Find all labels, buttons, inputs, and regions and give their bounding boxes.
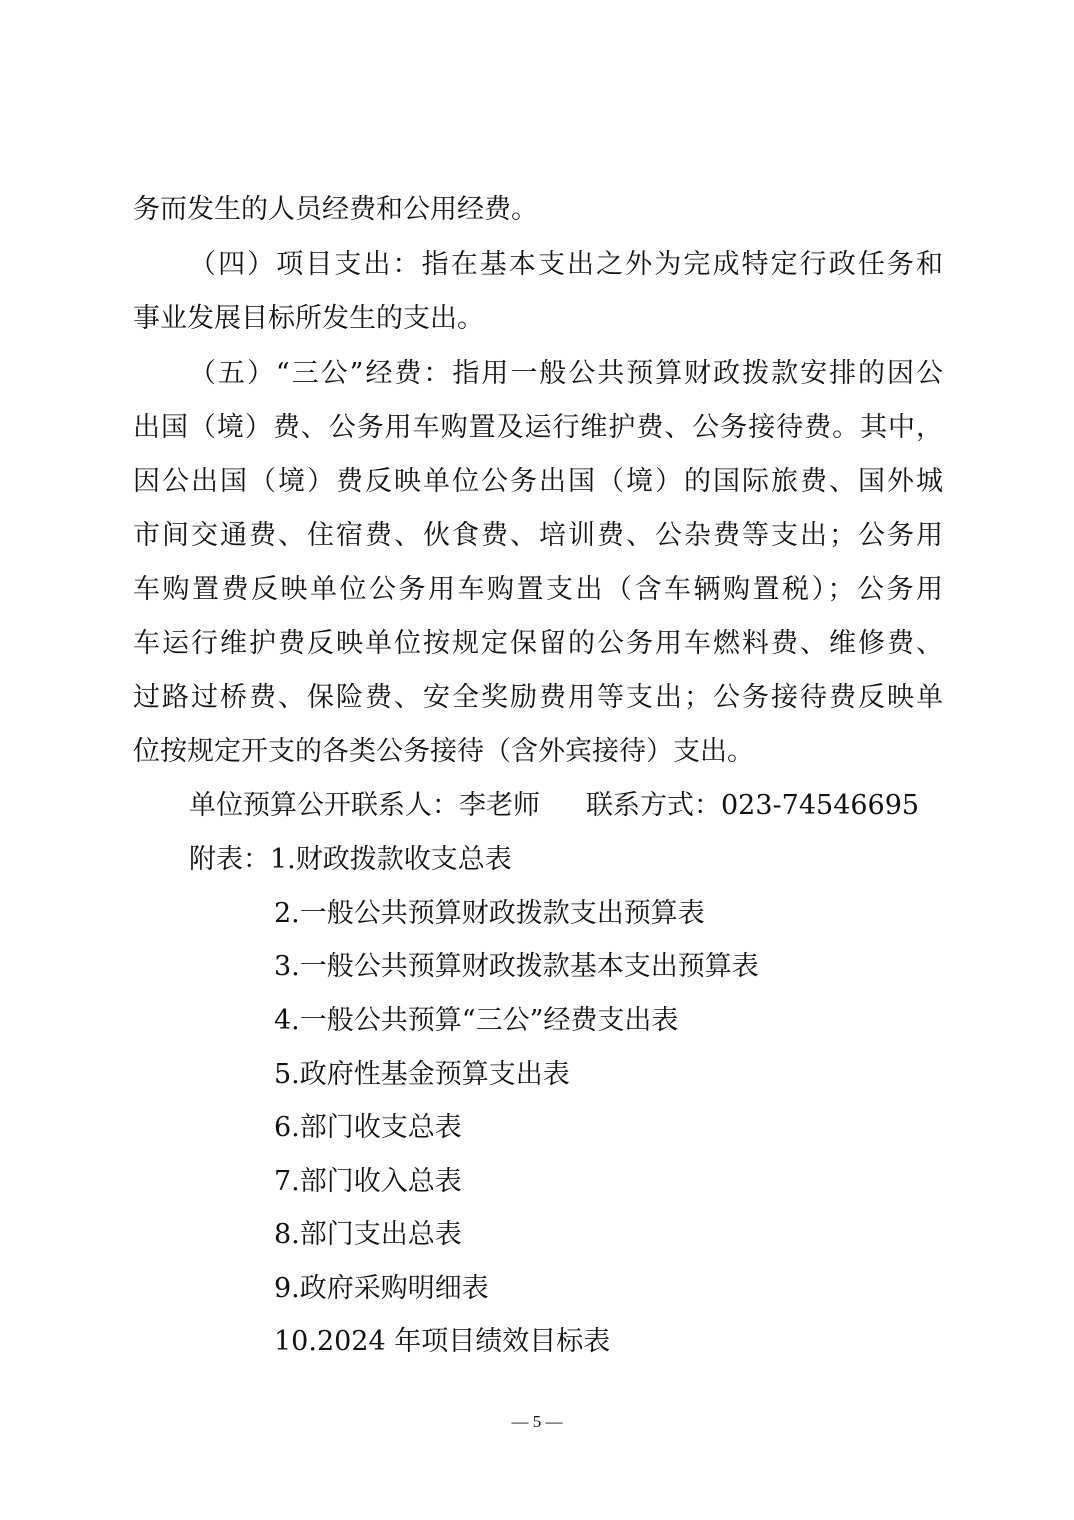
paragraph-5-line-6: 车运行维护费反映单位按规定保留的公务用车燃料费、维修费、 — [133, 628, 943, 659]
appendix-item: 4.一般公共预算“三公”经费支出表 — [274, 1005, 679, 1036]
page-number: — 5 — — [511, 1412, 563, 1431]
appendix-item: 3.一般公共预算财政拨款基本支出预算表 — [274, 951, 759, 982]
appendix-item: 7.部门收入总表 — [274, 1166, 462, 1197]
paragraph-5-line-3: 因公出国（境）费反映单位公务出国（境）的国际旅费、国外城 — [133, 466, 943, 497]
appendix-item: 8.部门支出总表 — [274, 1219, 462, 1250]
contact-person: 单位预算公开联系人：李老师 — [189, 790, 540, 821]
paragraph-5-line-7: 过路过桥费、保险费、安全奖励费用等支出；公务接待费反映单 — [133, 682, 943, 713]
contact-phone: 联系方式：023-74546695 — [586, 790, 920, 821]
appendix-item: 9.政府采购明细表 — [274, 1273, 489, 1304]
paragraph-5-line-5: 车购置费反映单位公务用车购置支出（含车辆购置税）；公务用 — [133, 574, 943, 605]
appendix-item: 2.一般公共预算财政拨款支出预算表 — [274, 898, 705, 929]
paragraph-5-line-2: 出国（境）费、公务用车购置及运行维护费、公务接待费。其中， — [133, 412, 943, 443]
paragraph-4-line-1: （四）项目支出：指在基本支出之外为完成特定行政任务和 — [189, 249, 943, 280]
paragraph-5-line-1: （五）“三公”经费：指用一般公共预算财政拨款安排的因公 — [189, 358, 943, 389]
appendix-title-item-1: 附表：1.财政拨款收支总表 — [189, 844, 512, 875]
paragraph-5-line-4: 市间交通费、住宿费、伙食费、培训费、公杂费等支出；公务用 — [133, 520, 943, 551]
paragraph-4-line-2: 事业发展目标所发生的支出。 — [133, 303, 484, 334]
contact-line — [189, 786, 919, 826]
appendix-item: 10.2024 年项目绩效目标表 — [274, 1326, 611, 1357]
paragraph-5-line-8: 位按规定开支的各类公务接待（含外宾接待）支出。 — [133, 736, 754, 767]
paragraph-3-tail-line: 务而发生的人员经费和公用经费。 — [133, 194, 538, 225]
appendix-item: 6.部门收支总表 — [274, 1112, 462, 1143]
appendix-item: 5.政府性基金预算支出表 — [274, 1059, 570, 1090]
